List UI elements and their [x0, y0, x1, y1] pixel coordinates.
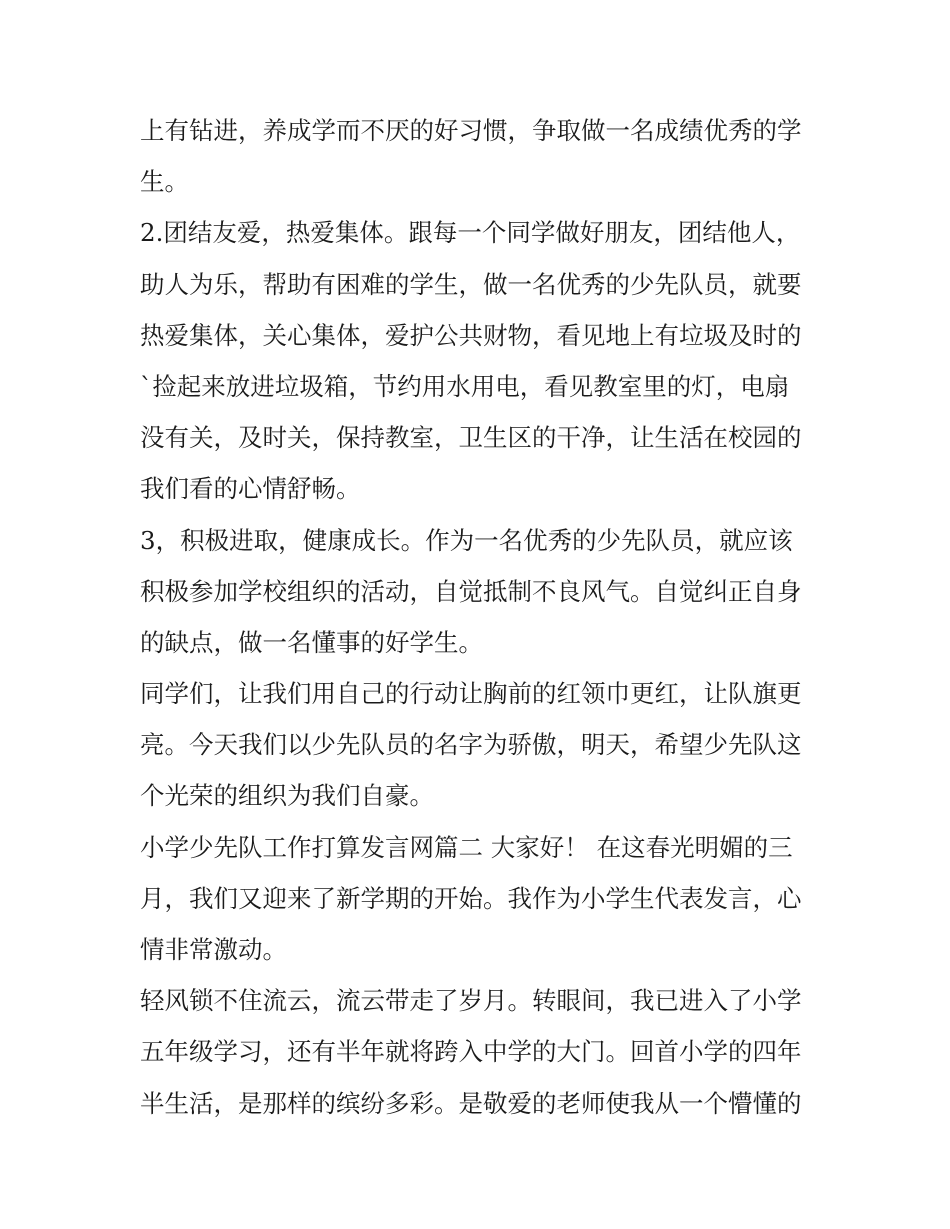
text-line: 同学们，让我们用自己的行动让胸前的红领巾更红，让队旗更: [140, 679, 802, 709]
text-line: 2.团结友爱，热爱集体。跟每一个同学做好朋友，团结他人，: [140, 218, 801, 248]
text-line: 情非常激动。: [140, 935, 287, 964]
text-line: 的缺点，做一名懂事的好学生。: [140, 627, 483, 657]
text-line: 小学少先队工作打算发言网篇二 大家好！ 在这春光明媚的三: [140, 832, 793, 862]
text-line: 没有关，及时关，保持教室，卫生区的干净，让生活在校园的: [140, 423, 802, 453]
text-line: 上有钻进，养成学而不厌的好习惯，争取做一名成绩优秀的学: [140, 116, 802, 145]
text-line: `捡起来放进垃圾箱，节约用水用电，看见教室里的灯，电扇: [140, 371, 790, 401]
text-line: 我们看的心情舒畅。: [140, 474, 361, 504]
text-line: 轻风锁不住流云，流云带走了岁月。转眼间，我已进入了小学: [140, 986, 802, 1016]
body-text: [140, 105, 820, 1129]
text-line: 月，我们又迎来了新学期的开始。我作为小学生代表发言，心: [140, 883, 802, 913]
text-line: 五年级学习，还有半年就将跨入中学的大门。回首小学的四年: [140, 1037, 802, 1067]
text-line: 热爱集体，关心集体，爱护公共财物，看见地上有垃圾及时的: [140, 320, 802, 350]
text-line: 助人为乐，帮助有困难的学生，做一名优秀的少先队员，就要: [140, 269, 802, 299]
text-line: 半生活，是那样的缤纷多彩。是敬爱的老师使我从一个懵懂的: [140, 1088, 802, 1118]
text-line: 生。: [140, 167, 189, 197]
text-line: 个光荣的组织为我们自豪。: [140, 781, 434, 811]
text-line: 亮。今天我们以少先队员的名字为骄傲，明天，希望少先队这: [140, 730, 802, 760]
text-line: 积极参加学校组织的活动，自觉抵制不良风气。自觉纠正自身: [140, 576, 802, 606]
text-line: 3，积极进取，健康成长。作为一名优秀的少先队员，就应该: [140, 525, 793, 555]
